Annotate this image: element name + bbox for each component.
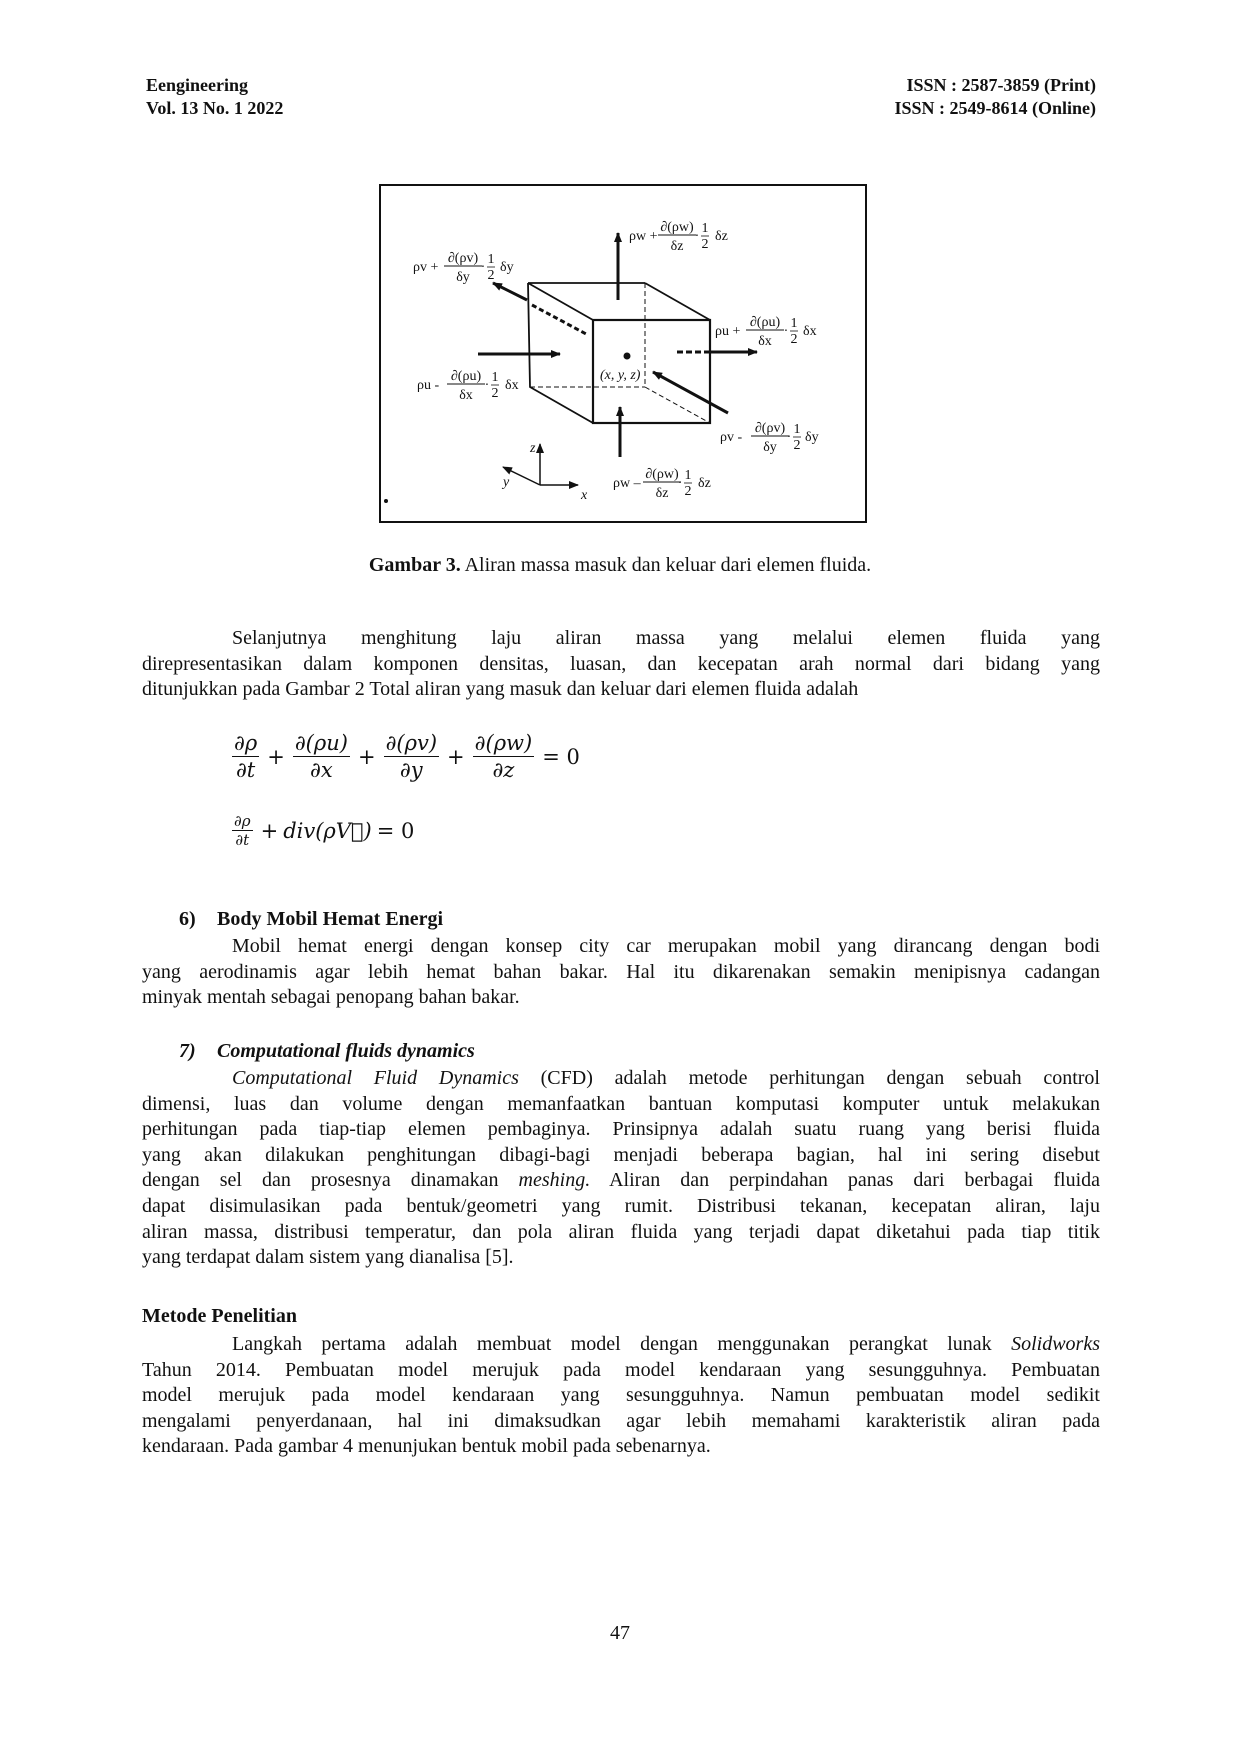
- text-line: [142, 1358, 1100, 1384]
- italic-text: meshing.: [518, 1169, 591, 1192]
- text-line: [142, 934, 1100, 960]
- section-number: 6): [179, 908, 196, 930]
- eq1-term1-den: ∂t: [235, 758, 256, 782]
- text-line: [142, 1434, 1100, 1460]
- eq1-term4-num: ∂(ρw): [474, 731, 533, 755]
- text-line: [142, 1168, 1100, 1194]
- eq2-body: div(ρV⃗): [283, 818, 372, 843]
- label-prefix: ρv +: [413, 260, 439, 275]
- arrow-front-in: [653, 372, 728, 413]
- figure-caption: [0, 554, 1240, 577]
- text-segment: dimensi, luas dan volume dengan memanfaatkan bantuan komputasi komputer untuk melakukan: [142, 1092, 1100, 1115]
- issn-print: ISSN : 2587-3859 (Print): [906, 75, 1096, 95]
- caption-label: Gambar 3.: [368, 554, 461, 576]
- eq1-plus: +: [267, 744, 285, 769]
- section-number: 7): [179, 1040, 196, 1062]
- text-segment: direpresentasikan dalam komponen densitas, luasan, dan kecepatan arah normal dari bidang yang: [142, 652, 1100, 675]
- italic-text: Computational Fluid Dynamics: [232, 1067, 519, 1089]
- text-segment: (CFD) adalah metode perhitungan dengan sebuah control: [518, 1067, 1100, 1089]
- label-denominator: δz: [655, 486, 669, 501]
- text-line: [142, 677, 1100, 703]
- arrow-back-out: [493, 283, 527, 300]
- text-line: [142, 985, 1100, 1011]
- section-heading-6: [179, 908, 444, 931]
- running-header-left: [146, 74, 283, 120]
- fluid-element-diagram: [381, 186, 865, 521]
- flux-label: [613, 467, 711, 501]
- text-segment: Langkah pertama adalah membuat model dengan menggunakan perangkat lunak: [232, 1333, 1012, 1355]
- flux-labels: [413, 220, 819, 501]
- text-segment: dapat disimulasikan pada bentuk/geometri yang rumit. Distribusi tekanan, kecepatan aliran, laju: [142, 1194, 1100, 1217]
- label-prefix: ρu -: [417, 378, 440, 393]
- text-line: [142, 1245, 1100, 1271]
- equation-continuity: [229, 730, 585, 783]
- paragraph-mass-flow: [142, 626, 1100, 703]
- half-numerator: 1: [790, 316, 798, 331]
- text-segment: Tahun 2014. Pembuatan model merujuk pada model kendaraan yang sesungguhnya. Pembuatan: [142, 1358, 1100, 1381]
- journal-volume: Vol. 13 No. 1 2022: [146, 98, 284, 118]
- equation-divergence: [229, 812, 419, 849]
- eq1-equals: = 0: [542, 744, 580, 769]
- half-numerator: 1: [793, 422, 801, 437]
- label-suffix: δx: [803, 324, 817, 339]
- eq2-equals: = 0: [376, 818, 415, 843]
- text-segment: kendaraan. Pada gambar 4 menunjukan bentuk mobil pada sebenarnya.: [142, 1435, 711, 1458]
- text-line: [142, 1332, 1100, 1358]
- half-numerator: 1: [684, 468, 692, 483]
- eq1-term3-num: ∂(ρv): [385, 731, 438, 755]
- text-segment: yang terdapat dalam sistem yang dianalisa [5].: [142, 1246, 514, 1269]
- text-line: [142, 1220, 1100, 1246]
- label-prefix: ρv -: [720, 430, 743, 445]
- label-dot: ·: [694, 229, 700, 244]
- text-line: [142, 1117, 1100, 1143]
- label-numerator: ∂(ρv): [447, 251, 479, 266]
- text-line: [142, 626, 1100, 652]
- label-suffix: δy: [805, 430, 819, 445]
- flux-label: [413, 251, 514, 285]
- label-denominator: δy: [456, 270, 470, 285]
- flux-label: [720, 421, 819, 455]
- section-heading-metode: Metode Penelitian: [142, 1305, 297, 1327]
- text-line: [142, 1066, 1100, 1092]
- flux-label: [629, 220, 728, 254]
- axis-x-label: x: [581, 488, 588, 503]
- half-denominator: 2: [793, 438, 801, 453]
- text-segment: minyak mentah sebagai penopang bahan bakar.: [142, 986, 520, 1009]
- text-segment: aliran massa, distribusi temperatur, dan pola aliran fluida yang terjadi dapat diketahui pada tiap titik: [142, 1220, 1100, 1243]
- half-denominator: 2: [684, 484, 692, 499]
- label-suffix: δz: [715, 229, 728, 244]
- text-segment: yang akan dilakukan penghitungan dibagi-bagi menjadi beberapa bagian, hal ini sering disebut: [142, 1143, 1100, 1166]
- label-dot: ·: [484, 378, 490, 393]
- section-title: Computational fluids dynamics: [217, 1040, 475, 1062]
- label-denominator: δy: [763, 440, 777, 455]
- label-numerator: ∂(ρu): [749, 315, 781, 330]
- label-dot: ·: [677, 476, 683, 491]
- axis-z-label: z: [530, 441, 536, 456]
- label-numerator: ∂(ρv): [754, 421, 786, 436]
- paragraph-cfd: [142, 1066, 1100, 1271]
- paragraph-body-mobil: [142, 934, 1100, 1011]
- text-line: [142, 1194, 1100, 1220]
- label-prefix: ρw –: [613, 476, 641, 491]
- label-denominator: δx: [758, 334, 772, 349]
- text-segment: Mobil hemat energi dengan konsep city car merupakan mobil yang dirancang dengan bodi: [232, 935, 1100, 957]
- eq2-plus: +: [260, 818, 279, 843]
- running-header-right: [894, 74, 1096, 120]
- page-number: 47: [610, 1622, 630, 1644]
- arrow-back-hidden: [532, 305, 588, 335]
- half-denominator: 2: [487, 268, 495, 283]
- eq1-plus: +: [447, 744, 465, 769]
- center-point: [624, 353, 631, 360]
- text-segment: Aliran dan perpindahan panas dari berbagai fluida: [590, 1169, 1101, 1192]
- eq1-term4-den: ∂z: [492, 758, 515, 782]
- half-numerator: 1: [487, 252, 495, 267]
- axis-y-label: y: [503, 475, 510, 490]
- eq1-term2-den: ∂x: [310, 758, 333, 782]
- text-segment: yang aerodinamis agar lebih hemat bahan bakar. Hal itu dikarenakan semakin menipisnya cadangan: [142, 960, 1100, 983]
- flux-label: [417, 369, 519, 403]
- label-suffix: δy: [500, 260, 514, 275]
- half-denominator: 2: [790, 332, 798, 347]
- label-prefix: ρu +: [715, 324, 741, 339]
- text-segment: perhitungan pada tiap-tiap elemen pembaginya. Prinsipnya adalah suatu ruang yang berisi fluida: [142, 1118, 1100, 1141]
- section-heading-7: [179, 1040, 475, 1063]
- label-denominator: δx: [459, 388, 473, 403]
- eq1-term3-den: ∂y: [399, 758, 423, 782]
- paragraph-metode: [142, 1332, 1100, 1460]
- figure-fluid-element: [379, 184, 867, 523]
- label-dot: ·: [783, 324, 789, 339]
- text-line: [142, 1092, 1100, 1118]
- label-numerator: ∂(ρu): [450, 369, 482, 384]
- half-denominator: 2: [491, 386, 499, 401]
- text-segment: model merujuk pada model kendaraan yang sesungguhnya. Namun pembuatan model sedikit: [142, 1384, 1100, 1407]
- text-line: [142, 1383, 1100, 1409]
- label-numerator: ∂(ρw): [645, 467, 679, 482]
- label-suffix: δz: [698, 476, 711, 491]
- half-numerator: 1: [701, 221, 709, 236]
- axes: [503, 444, 578, 485]
- text-segment: Selanjutnya menghitung laju aliran massa yang melalui elemen fluida yang: [232, 627, 1100, 649]
- label-prefix: ρw +: [629, 229, 658, 244]
- eq1-plus: +: [357, 744, 376, 769]
- text-segment: dengan sel dan prosesnya dinamakan: [142, 1169, 519, 1192]
- text-line: [142, 652, 1100, 678]
- eq1-term1-num: ∂ρ: [234, 731, 258, 755]
- caption-text: Aliran massa masuk dan keluar dari elemen fluida.: [460, 554, 872, 576]
- label-suffix: δx: [505, 378, 519, 393]
- text-line: [142, 960, 1100, 986]
- point-label: (x, y, z): [600, 368, 641, 383]
- section-title: Body Mobil Hemat Energi: [217, 908, 444, 930]
- half-numerator: 1: [491, 370, 499, 385]
- half-denominator: 2: [701, 237, 709, 252]
- label-dot: ·: [480, 260, 486, 275]
- label-dot: ·: [786, 430, 792, 445]
- text-segment: mengalami penyerdanaan, hal ini dimaksudkan agar lebih memahami karakteristik aliran pada: [142, 1409, 1100, 1432]
- eq2-num: ∂ρ: [234, 812, 251, 830]
- text-segment: ditunjukkan pada Gambar 2 Total aliran yang masuk dan keluar dari elemen fluida adalah: [142, 678, 859, 701]
- eq1-term2-num: ∂(ρu): [294, 731, 348, 755]
- label-denominator: δz: [670, 239, 684, 254]
- italic-text: Solidworks: [1011, 1333, 1100, 1355]
- stray-dot: [384, 499, 388, 503]
- label-numerator: ∂(ρw): [660, 220, 694, 235]
- journal-name: Eengineering: [146, 75, 248, 95]
- flux-label: [715, 315, 817, 349]
- text-line: [142, 1143, 1100, 1169]
- issn-online: ISSN : 2549-8614 (Online): [894, 98, 1096, 118]
- eq2-den: ∂t: [235, 831, 250, 849]
- text-line: [142, 1409, 1100, 1435]
